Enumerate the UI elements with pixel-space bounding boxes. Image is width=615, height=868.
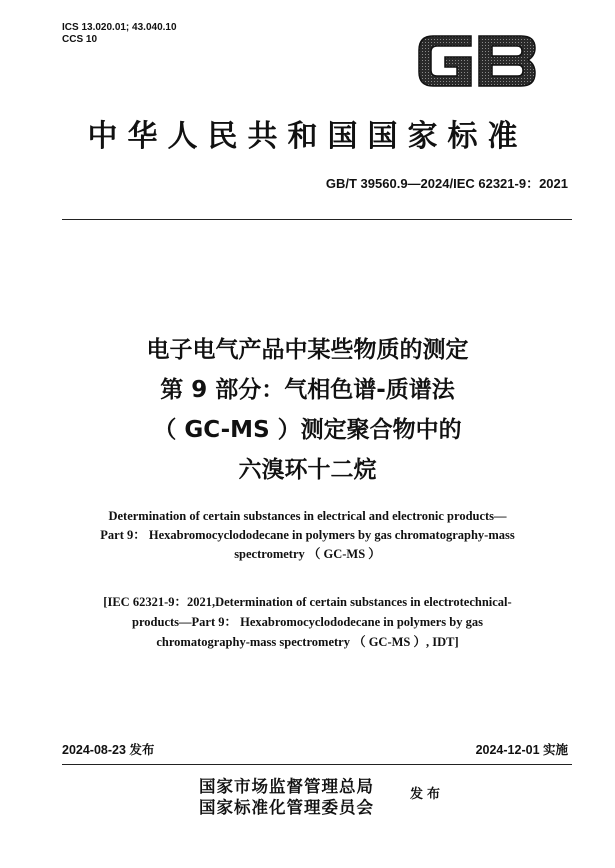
national-standard-title: 中华人民共和国国家标准 <box>87 119 528 154</box>
iec-reference <box>40 592 575 652</box>
english-title-line-1: Determination of certain substances in electrical and electronic products— <box>108 509 507 523</box>
ics-code: ICS 13.020.01; 43.040.10 <box>62 22 177 33</box>
ccs-code: CCS 10 <box>62 34 98 45</box>
ics-ccs-block <box>62 22 177 46</box>
iec-reference-line-1: [IEC 62321-9：2021,Determination of certain substances in electrotechnical- <box>103 595 512 609</box>
gb-logo-icon <box>413 30 541 92</box>
issuer-sac: 国家标准化管理委员会 <box>199 798 374 817</box>
chinese-title-line-2: 第 9 部分：气相色谱-质谱法 <box>160 377 455 403</box>
english-title-line-3: spectrometry （ GC-MS ） <box>234 547 381 561</box>
iec-reference-line-3: chromatography-mass spectrometry （ GC-MS ）, IDT] <box>156 635 459 649</box>
english-title-line-2: Part 9： Hexabromocyclododecane in polymers by gas chromatography-mass <box>100 528 515 542</box>
effective-date: 2024-12-01 实施 <box>475 743 568 757</box>
issuer-samr: 国家市场监督管理总局 <box>199 777 374 796</box>
header-divider <box>62 219 572 220</box>
chinese-title <box>0 330 615 490</box>
issuing-authorities <box>199 776 374 818</box>
standard-number: GB/T 39560.9—2024/IEC 62321-9：2021 <box>325 176 568 191</box>
chinese-title-line-4: 六溴环十二烷 <box>238 457 377 483</box>
chinese-title-line-3: （ GC-MS ）测定聚合物中的 <box>153 417 462 443</box>
english-title <box>40 507 575 564</box>
gb-logo <box>413 30 541 92</box>
footer-divider <box>62 764 572 765</box>
chinese-title-line-1: 电子电气产品中某些物质的测定 <box>146 337 469 363</box>
issue-label: 发布 <box>410 787 445 802</box>
publication-date: 2024-08-23 发布 <box>62 743 155 757</box>
iec-reference-line-2: products—Part 9： Hexabromocyclododecane in polymers by gas <box>132 615 483 629</box>
